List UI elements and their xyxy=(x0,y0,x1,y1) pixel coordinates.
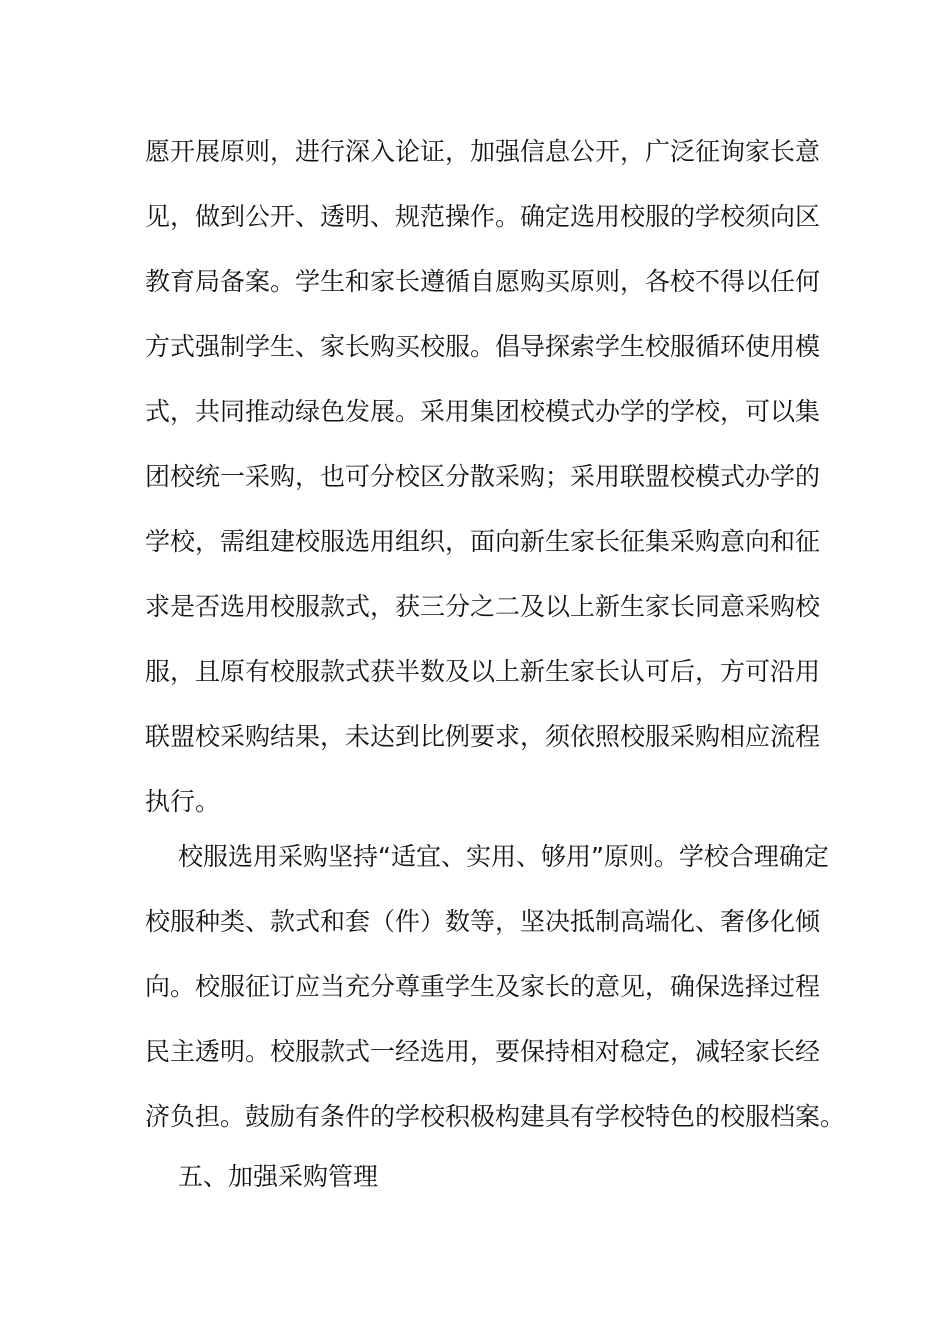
paragraph-1-line-5: 式，共同推动绿色发展。采用集团校模式办学的学校，可以集 xyxy=(145,397,821,426)
paragraph-1-line-3: 教育局备案。学生和家长遵循自愿购买原则，各校不得以任何 xyxy=(145,267,821,296)
paragraph-1-line-4: 方式强制学生、家长购买校服。倡导探索学生校服循环使用模 xyxy=(145,332,821,361)
paragraph-2-line-4: 民主透明。校服款式一经选用，要保持相对稳定，减轻家长经 xyxy=(145,1037,821,1066)
paragraph-2-line-5: 济负担。鼓励有条件的学校积极构建具有学校特色的校服档案。 xyxy=(145,1102,846,1131)
paragraph-2-line-2: 校服种类、款式和套（件）数等，坚决抵制高端化、奢侈化倾 xyxy=(145,907,821,936)
paragraph-1-line-1: 愿开展原则，进行深入论证，加强信息公开，广泛征询家长意 xyxy=(145,137,821,166)
paragraph-1-line-8: 求是否选用校服款式，获三分之二及以上新生家长同意采购校 xyxy=(145,592,821,621)
paragraph-1-line-10: 联盟校采购结果，未达到比例要求，须依照校服采购相应流程 xyxy=(145,722,821,751)
paragraph-1-line-11: 执行。 xyxy=(145,787,221,816)
paragraph-1-line-9: 服，且原有校服款式获半数及以上新生家长认可后，方可沿用 xyxy=(145,657,821,686)
paragraph-2-line-1: 校服选用采购坚持“适宜、实用、够用”原则。学校合理确定 xyxy=(178,842,829,871)
paragraph-1-line-7: 学校，需组建校服选用组织，面向新生家长征集采购意向和征 xyxy=(145,527,821,556)
paragraph-1-line-6: 团校统一采购，也可分校区分散采购；采用联盟校模式办学的 xyxy=(145,462,821,491)
section-heading: 五、加强采购管理 xyxy=(178,1162,379,1191)
paragraph-1-line-2: 见，做到公开、透明、规范操作。确定选用校服的学校须向区 xyxy=(145,202,821,231)
paragraph-2-line-3: 向。校服征订应当充分尊重学生及家长的意见，确保选择过程 xyxy=(145,972,821,1001)
